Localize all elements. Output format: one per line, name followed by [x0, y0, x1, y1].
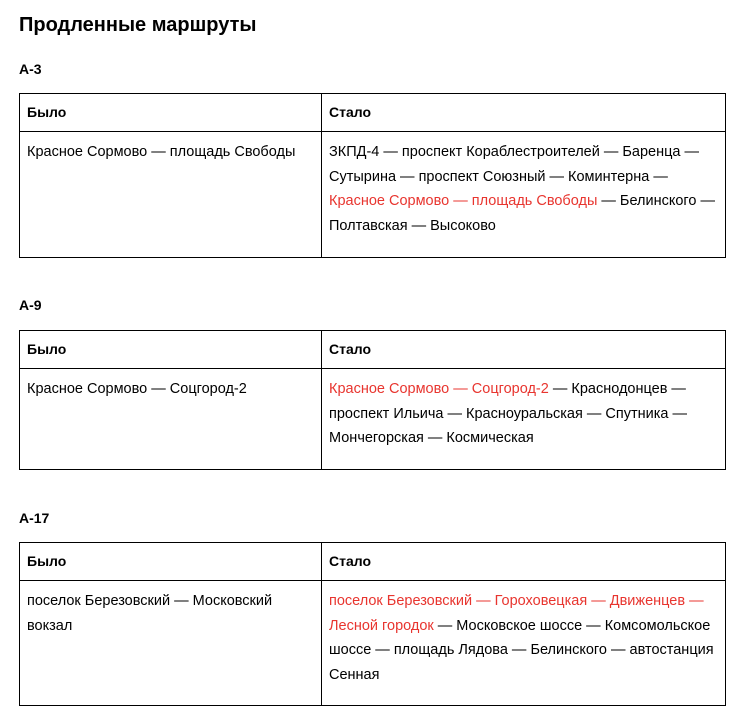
table-row	[20, 369, 726, 470]
table-header-row	[20, 331, 726, 369]
page-title: Продленные маршруты	[19, 14, 257, 36]
cell-now	[322, 581, 726, 706]
header-was: Было	[20, 543, 322, 581]
header-now: Стало	[322, 543, 726, 581]
cell-now	[322, 132, 726, 258]
header-was: Было	[20, 331, 322, 369]
table-header-row	[20, 543, 726, 581]
route-segment: — Московское шоссе — Комсомольское шоссе — площадь Лядова — Белинского — автостанция Сенная	[329, 617, 714, 683]
route-segment-highlight: Красное Сормово — площадь Свободы	[329, 193, 598, 209]
route-table-a3	[19, 93, 726, 258]
cell-was: Красное Сормово — Соцгород-2	[20, 369, 322, 470]
route-table-a17	[19, 542, 726, 706]
route-segment-highlight: поселок Березовский — Гороховецкая — Движенцев — Лесной городок	[329, 593, 704, 634]
header-was: Было	[20, 94, 322, 132]
cell-was: поселок Березовский — Московский вокзал	[20, 581, 322, 706]
route-segment: — Краснодонцев — проспект Ильича — Красноуральская — Спутника — Мончегорская — Космическая	[329, 381, 687, 446]
route-segment-highlight: Красное Сормово — Соцгород-2	[329, 381, 549, 397]
route-segment: ЗКПД-4 — проспект Кораблестроителей — Баренца — Сутырина — проспект Союзный — Коминтерна —	[329, 144, 700, 185]
cell-was: Красное Сормово — площадь Свободы	[20, 132, 322, 258]
header-now: Стало	[322, 94, 726, 132]
route-table-a9	[19, 330, 726, 470]
route-segment: — Белинского — Полтавская — Высоково	[329, 193, 715, 234]
table-header-row	[20, 94, 726, 132]
header-now: Стало	[322, 331, 726, 369]
route-label-a3: А-3	[19, 61, 42, 77]
cell-now	[322, 369, 726, 470]
table-row	[20, 132, 726, 258]
route-label-a17: А-17	[19, 510, 50, 526]
table-row	[20, 581, 726, 706]
route-label-a9: А-9	[19, 297, 42, 313]
